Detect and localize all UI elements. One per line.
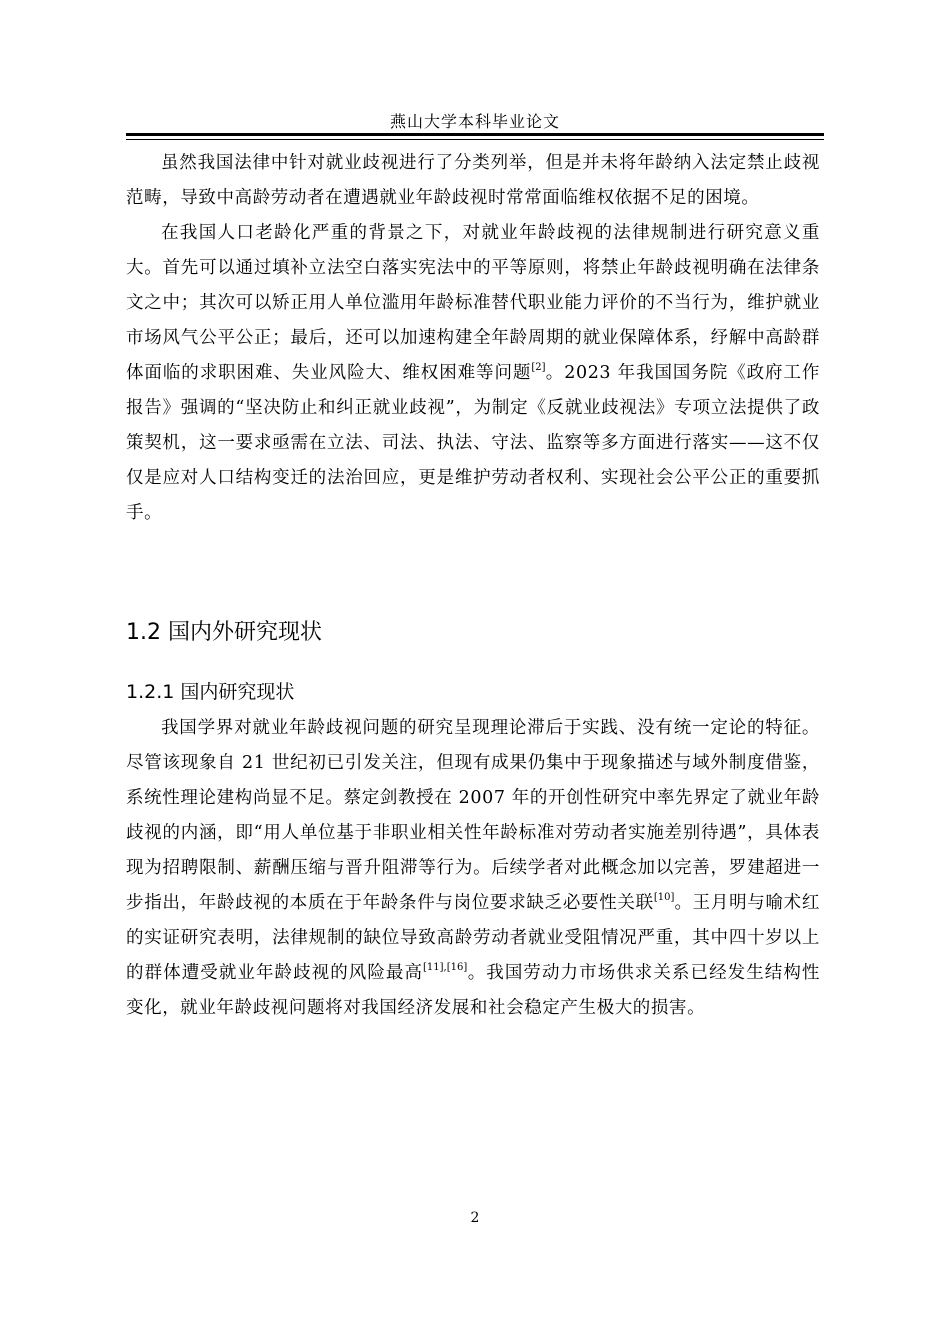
paragraph-2-text-b: 。2023 年我国国务院《政府工作报告》强调的“坚决防止和纠正就业歧视”，为制定《反就业歧视法》专项立法提供了政策契机，这一要求亟需在立法、司法、执法、守法、监察等多方面进行落实——这不仅仅是应对人口结构变迁的法治回应，更是维护劳动者权利、实现社会公平公正的重要抓手。 (126, 363, 820, 523)
paragraph-2-text-a: 在我国人口老龄化严重的背景之下，对就业年龄歧视的法律规制进行研究意义重大。首先可以通过填补立法空白落实宪法中的平等原则，将禁止年龄歧视明确在法律条文之中；其次可以矫正用人单位滥用年龄标准替代职业能力评价的不当行为，维护就业市场风气公平公正；最后，还可以加速构建全年龄周期的就业保障体系，纾解中高龄群体面临的求职困难、失业风险大、维权困难等问题 (126, 223, 820, 383)
header-rule-thin (126, 139, 824, 140)
section-heading: 1.2 国内外研究现状 (126, 620, 322, 645)
body-text-top (126, 146, 820, 531)
paragraph-1: 虽然我国法律中针对就业歧视进行了分类列举，但是并未将年龄纳入法定禁止歧视范畴，导致中高龄劳动者在遭遇就业年龄歧视时常常面临维权依据不足的困境。 (126, 153, 820, 208)
paragraph-3 (126, 711, 820, 1026)
subsection-heading: 1.2.1 国内研究现状 (126, 681, 295, 703)
paragraph-3-text-b: 。王月明与喻术红的实证研究表明，法律规制的缺位导致高龄劳动者就业受阻情况严重，其中四十岁以上的群体遭受就业年龄歧视的风险最高 (126, 893, 820, 983)
running-header: 燕山大学本科毕业论文 (389, 112, 560, 131)
paragraph-2 (126, 216, 820, 531)
header-rule-thick (126, 133, 824, 136)
citation-ref: [2] (531, 362, 546, 373)
paragraph-3-text-c: 。我国劳动力市场供求关系已经发生结构性变化，就业年龄歧视问题将对我国经济发展和社会稳定产生极大的损害。 (126, 963, 820, 1018)
citation-ref: [11],[16] (423, 962, 468, 973)
body-text-domestic (126, 711, 820, 1026)
paragraph-3-text-a: 我国学界对就业年龄歧视问题的研究呈现理论滞后于实践、没有统一定论的特征。尽管该现象自 21 世纪初已引发关注，但现有成果仍集中于现象描述与域外制度借鉴，系统性理论建构尚显不足。蔡定剑教授在 2007 年的开创性研究中率先界定了就业年龄歧视的内涵，即“用人单位基于非职业相关性年龄标准对劳动者实施差别待遇”，具体表现为招聘限制、薪酬压缩与晋升阻滞等行为。后续学者对此概念加以完善，罗建超进一步指出，年龄歧视的本质在于年龄条件与岗位要求缺乏必要性关联 (126, 718, 820, 913)
page-number: 2 (470, 1210, 480, 1226)
citation-ref: [10] (653, 892, 675, 903)
